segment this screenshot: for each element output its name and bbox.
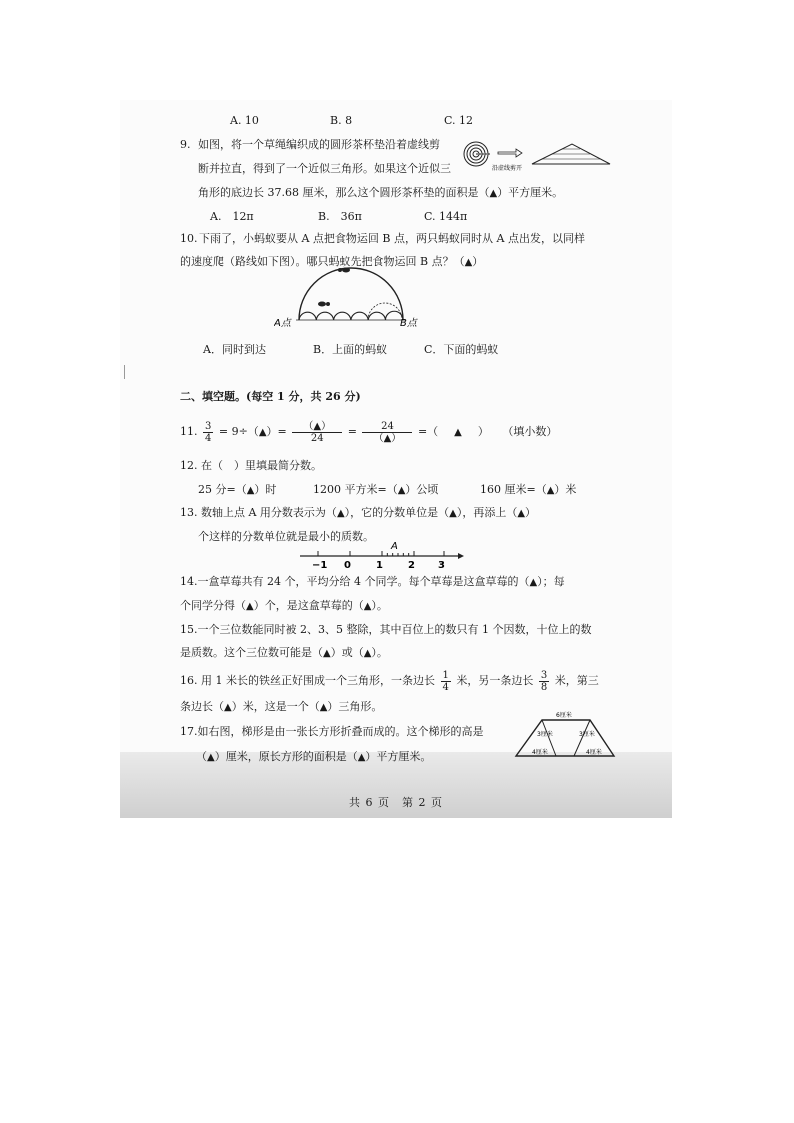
q10-figure: [274, 264, 424, 334]
right-side-label: 3厘米: [579, 731, 595, 738]
tick-label: −1: [312, 560, 328, 570]
fraction: $\frac{(▲)}{24}$: [292, 421, 342, 444]
q13-line1: 13. 数轴上点 A 用分数表示为（▲），它的分数单位是（▲），再添上（▲）: [180, 506, 537, 519]
ant-icon: [338, 268, 350, 273]
upper-route-arc: [299, 268, 403, 320]
q17-line1: 17.如右图，梯形是由一张长方形折叠而成的。这个梯形的高是: [180, 725, 484, 738]
fraction: $\frac{24}{(▲)}$: [362, 421, 412, 444]
arrow-right-icon: [458, 553, 464, 559]
q10-line2: 的速度爬（路线如下图）。哪只蚂蚁先把食物运回 B 点？（▲）: [180, 255, 484, 268]
left-side-label: 3厘米: [537, 731, 553, 738]
q10-option-c: C．下面的蚂蚁: [424, 343, 499, 356]
fraction: $\frac{1}{4}$: [442, 669, 449, 693]
trapezoid-figure: [512, 708, 616, 764]
q10-option-b: B．上面的蚂蚁: [313, 343, 388, 356]
q9-figure: [462, 138, 612, 182]
q16-line2: 条边长（▲）米，这是一个（▲）三角形。: [180, 700, 383, 713]
blank-marker: ▲: [489, 188, 498, 199]
q14-line2: 个同学分得（▲）个，是这盒草莓的（▲）。: [180, 599, 388, 612]
q9-line2: 断并拉直，得到了一个近似三角形。如果这个近似三: [198, 162, 451, 175]
q9-line1: 如图，将一个草绳编织成的圆形茶杯垫沿着虚线剪: [198, 138, 440, 151]
bottom-right-label: 4厘米: [586, 749, 602, 756]
tick-label: 2: [408, 560, 415, 570]
bottom-left-label: 4厘米: [532, 749, 548, 756]
q12-b: 1200 平方米=（▲）公顷: [313, 483, 439, 496]
q12-a: 25 分=（▲）时: [198, 483, 277, 496]
point-b-label: B点: [400, 318, 417, 329]
q8-option-c: C. 12: [444, 114, 474, 127]
q10-number: 10.: [180, 232, 198, 245]
q9-option-a: A. 12π: [210, 210, 254, 223]
q9-number: 9.: [180, 138, 191, 151]
q17-line2: （▲）厘米，原长方形的面积是（▲）平方厘米。: [196, 750, 432, 763]
page-footer: 共 6 页 第 2 页: [349, 796, 443, 809]
triangle-shape: [532, 144, 610, 164]
blank-marker: ▲: [246, 485, 255, 496]
point-a-label: A: [391, 541, 398, 552]
blank-marker: ▲: [464, 257, 473, 268]
q11-row: 11. $\frac{3}{4}$ = 9÷（▲）= $\frac{(▲)}{24}$ = $\frac{24}{(▲)}$ =（ ▲ ） （填小数）: [180, 420, 558, 444]
point-a-label: A点: [274, 318, 291, 329]
q14-line1: 14.一盒草莓共有 24 个，平均分给 4 个同学。每个草莓是这盒草莓的（▲）；每: [180, 575, 565, 588]
number-line: [298, 540, 468, 570]
tick-label: 1: [376, 560, 383, 570]
top-length-label: 6厘米: [556, 712, 572, 719]
tick-label: 0: [344, 560, 351, 570]
scan-mark: [124, 365, 127, 379]
q9-line3: 角形的底边长 37.68 厘米，那么这个圆形茶杯垫的面积是（▲）平方厘米。: [198, 186, 564, 199]
q9-option-c: C. 144π: [424, 210, 468, 223]
q12-c: 160 厘米=（▲）米: [480, 483, 577, 496]
q13-line2: 个这样的分数单位就是最小的质数。: [198, 530, 374, 543]
coaster-circle-icon: [464, 142, 490, 166]
q10-option-a: A．同时到达: [203, 343, 266, 356]
q16-line1: 16. 用 1 米长的铁丝正好围成一个三角形，一条边长 $\frac{1}{4}$ 米，另一条边长 $\frac{3}{8}$ 米，第三: [180, 669, 599, 693]
blank-marker: ▲: [258, 427, 267, 438]
q8-option-a: A. 10: [230, 114, 259, 127]
ant-icon: [318, 302, 330, 307]
q15-line2: 是质数。这个三位数可能是（▲）或（▲）。: [180, 646, 388, 659]
section-title: 二、填空题。(每空 1 分，共 26 分): [180, 390, 361, 403]
q12-line1: 12. 在（ ）里填最简分数。: [180, 459, 322, 472]
q9-figure-label: 沿虚线剪开: [492, 165, 523, 172]
q9-option-b: B. 36π: [318, 210, 362, 223]
arrow-right-icon: [498, 149, 522, 157]
tick-label: 3: [438, 560, 445, 570]
lower-route-arcs: [299, 311, 403, 320]
q10-line1: 下雨了，小蚂蚁要从 A 点把食物运回 B 点，两只蚂蚁同时从 A 点出发，以同样: [199, 232, 585, 245]
q15-line1: 15.一个三位数能同时被 2、3、5 整除，其中百位上的数只有 1 个因数，十位上的数: [180, 623, 592, 636]
q8-option-b: B. 8: [330, 114, 353, 127]
fraction: $\frac{3}{8}$: [540, 669, 548, 693]
blank-marker: ▲: [397, 485, 406, 496]
fraction: $\frac{3}{4}$: [205, 420, 212, 444]
blank-marker: ▲: [454, 427, 462, 438]
blank-marker: ▲: [546, 485, 555, 496]
